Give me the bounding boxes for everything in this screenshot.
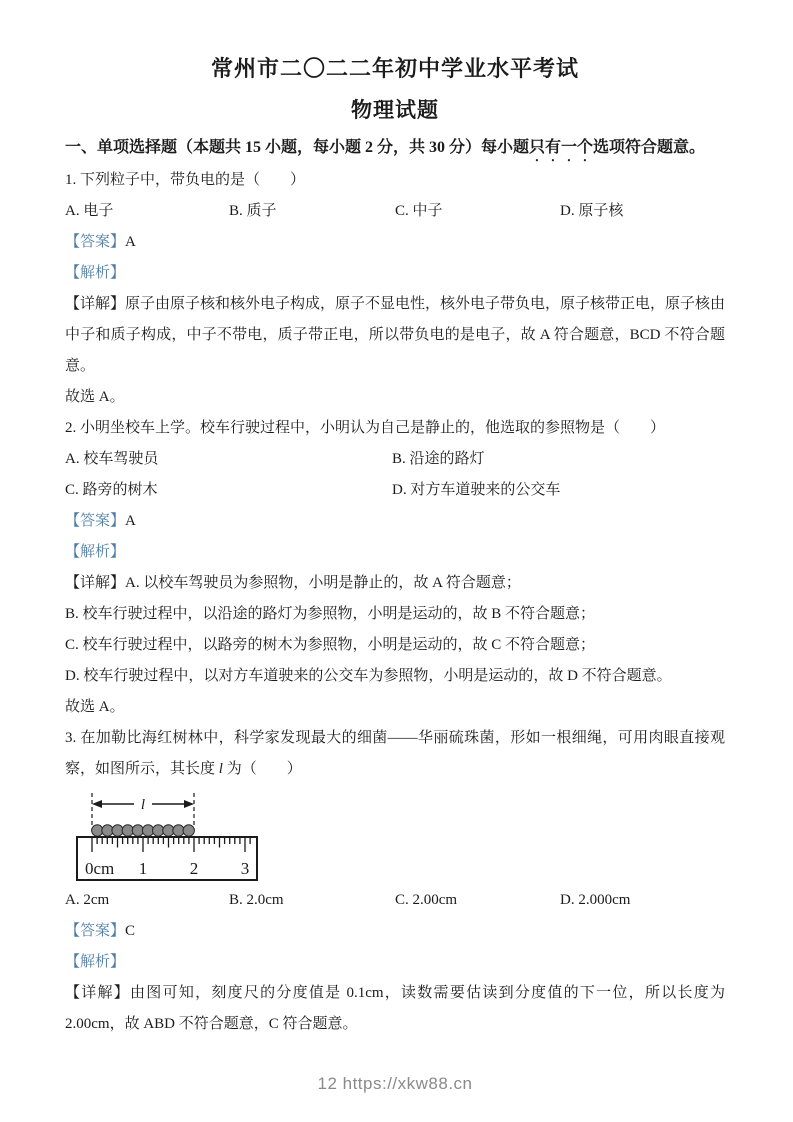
q1-option-a: A. 电子 xyxy=(65,203,114,219)
q3-option-d: D. 2.000cm xyxy=(560,892,631,908)
q1-conclusion: 故选 A。 xyxy=(65,389,125,405)
arrowhead-left-icon xyxy=(92,800,102,808)
q1-stem: 1. 下列粒子中，带负电的是（ ） xyxy=(65,172,306,188)
q2-options-row-1 xyxy=(65,444,725,475)
answer-label: 【答案】 xyxy=(65,513,126,529)
q1-answer-line xyxy=(65,227,725,258)
ruler-label-2: 2 xyxy=(189,859,199,878)
bead xyxy=(132,825,143,836)
section-header xyxy=(65,132,725,165)
q2-conclusion: 故选 A。 xyxy=(65,699,125,715)
q2-option-b: B. 沿途的路灯 xyxy=(392,451,485,467)
bead xyxy=(183,825,194,836)
q1-option-c: C. 中子 xyxy=(395,203,443,219)
q3-options-row xyxy=(65,885,725,916)
q3-stem xyxy=(65,723,725,785)
section-header-emphasized: 只有一个 xyxy=(529,139,594,156)
q2-answer-value: A xyxy=(125,513,136,529)
q2-options-row-2 xyxy=(65,475,725,506)
q2-detail-b: B. 校车行驶过程中，以沿途的路灯为参照物，小明是运动的，故 B 不符合题意； xyxy=(65,606,596,622)
doc-subtitle: 物理试题 xyxy=(351,98,439,122)
q2-detail-c: C. 校车行驶过程中，以路旁的树木为参照物，小明是运动的，故 C 不符合题意； xyxy=(65,637,596,653)
q2-detail-a: 【详解】A. 以校车驾驶员为参照物，小明是静止的，故 A 符合题意； xyxy=(65,575,521,591)
q1-options-row xyxy=(65,196,725,227)
q3-ruler-figure xyxy=(75,789,725,883)
q3-analysis-line xyxy=(65,947,725,978)
q2-analysis-line xyxy=(65,537,725,568)
q2-option-a: A. 校车驾驶员 xyxy=(65,451,159,467)
q2-option-d: D. 对方车道驶来的公交车 xyxy=(392,482,561,498)
length-symbol: l xyxy=(218,761,223,777)
q2-option-c: C. 路旁的树木 xyxy=(65,482,158,498)
q1-analysis-line xyxy=(65,258,725,289)
q1-option-d: D. 原子核 xyxy=(560,203,624,219)
q2-stem: 2. 小明坐校车上学。校车行驶过程中，小明认为自己是静止的，他选取的参照物是（ ） xyxy=(65,420,666,436)
analysis-label: 【解析】 xyxy=(65,954,126,970)
q3-option-c: C. 2.00cm xyxy=(395,892,458,908)
q3-stem-suffix: 为（ ） xyxy=(222,761,302,777)
length-symbol-label: l xyxy=(140,797,146,813)
ruler-figure-svg xyxy=(75,789,275,883)
q3-option-a: A. 2cm xyxy=(65,892,110,908)
bead xyxy=(112,825,123,836)
arrowhead-right-icon xyxy=(184,800,194,808)
bacterium-bead-chain xyxy=(92,825,195,836)
ruler-label-0cm: 0cm xyxy=(85,859,115,878)
analysis-label: 【解析】 xyxy=(65,544,126,560)
ruler-label-3: 3 xyxy=(240,859,250,878)
bead xyxy=(153,825,164,836)
q3-answer-value: C xyxy=(125,923,136,939)
q3-answer-line xyxy=(65,916,725,947)
answer-label: 【答案】 xyxy=(65,234,126,250)
page-footer xyxy=(65,1074,725,1094)
bead xyxy=(92,825,103,836)
q3-detail-paragraph: 【详解】由图可知，刻度尺的分度值是 0.1cm，读数需要估读到分度值的下一位，所以长度为 2.00cm，故 ABD 不符合题意，C 符合题意。 xyxy=(65,985,725,1032)
section-header-prefix: 一、单项选择题（本题共 15 小题，每小题 2 分，共 30 分）每小题 xyxy=(65,139,530,156)
footer-watermark-text: 12 https://xkw88.cn xyxy=(317,1074,473,1093)
q3-stem-text: 3. 在加勒比海红树林中，科学家发现最大的细菌——华丽硫珠菌，形如一根细绳，可用肉眼直接观察，如图所示，其长度 xyxy=(65,730,725,777)
answer-label: 【答案】 xyxy=(65,923,126,939)
q2-detail-d: D. 校车行驶过程中，以对方车道驶来的公交车为参照物，小明是运动的，故 D 不符合题意。 xyxy=(65,668,672,684)
doc-title: 常州市二〇二二年初中学业水平考试 xyxy=(210,56,579,81)
q1-detail-paragraph: 【详解】原子由原子核和核外电子构成，原子不显电性，核外电子带负电，原子核带正电，原子核由中子和质子构成，中子不带电，质子带正电，所以带负电的是电子，故 A 符合题意，BCD 不符合题意。 xyxy=(65,296,726,374)
q1-answer-value: A xyxy=(125,234,136,250)
q1-option-b: B. 质子 xyxy=(229,203,277,219)
q3-option-b: B. 2.0cm xyxy=(229,892,284,908)
analysis-label: 【解析】 xyxy=(65,265,126,281)
q2-answer-line xyxy=(65,506,725,537)
bead xyxy=(173,825,184,836)
section-header-suffix: 选项符合题意。 xyxy=(593,139,706,156)
ruler-label-1: 1 xyxy=(138,859,148,878)
